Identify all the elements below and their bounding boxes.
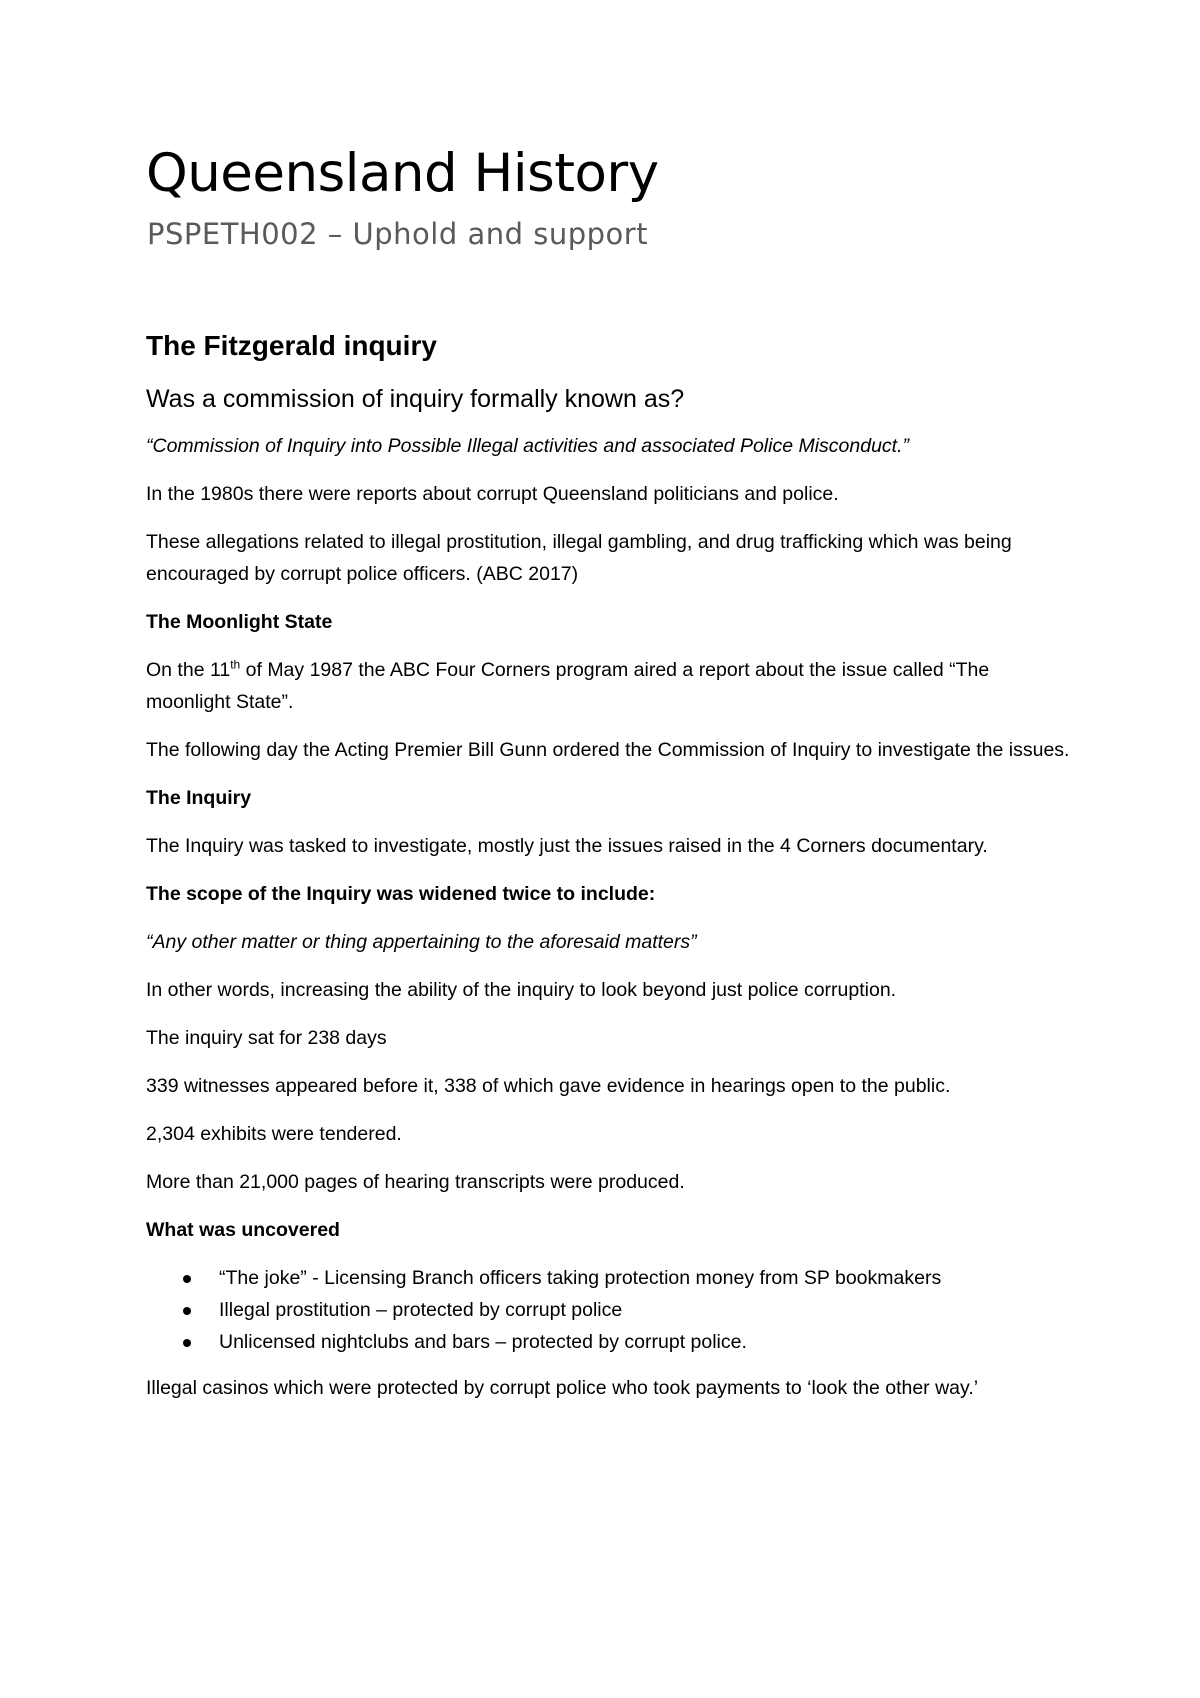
list-item-text: Unlicensed nightclubs and bars – protected by corrupt police. <box>219 1331 747 1353</box>
moonlight-heading: The Moonlight State <box>146 611 333 633</box>
scope-quote: “Any other matter or thing appertaining to the aforesaid matters” <box>146 931 697 953</box>
uncovered-heading: What was uncovered <box>146 1219 340 1241</box>
moonlight-superscript: th <box>230 657 241 672</box>
scope-heading: The scope of the Inquiry was widened twice to include: <box>146 883 656 905</box>
bullet-icon <box>183 1275 191 1283</box>
intro-paragraph-2: These allegations related to illegal prostitution, illegal gambling, and drug trafficking which was being encouraged by corrupt police officers. (ABC 2017) <box>146 531 1012 585</box>
document-body <box>146 326 1076 1420</box>
moonlight-paragraph <box>146 654 1076 718</box>
list-item-text: Illegal prostitution – protected by corrupt police <box>219 1299 623 1321</box>
other-words-paragraph: In other words, increasing the ability of the inquiry to look beyond just police corruption. <box>146 979 897 1001</box>
list-item <box>183 1262 1076 1294</box>
exhibits-paragraph: 2,304 exhibits were tendered. <box>146 1123 402 1145</box>
section-question: Was a commission of inquiry formally known as? <box>146 385 685 413</box>
casinos-paragraph: Illegal casinos which were protected by corrupt police who took payments to ‘look the other way.’ <box>146 1377 979 1399</box>
list-item-text: “The joke” - Licensing Branch officers taking protection money from SP bookmakers <box>219 1267 942 1289</box>
section-heading: The Fitzgerald inquiry <box>146 330 437 361</box>
moonlight-prefix: On the 11 <box>146 659 231 681</box>
intro-paragraph-1: In the 1980s there were reports about corrupt Queensland politicians and police. <box>146 483 839 505</box>
moonlight-suffix: of May 1987 the ABC Four Corners program aired a report about the issue called “The moonlight State”. <box>146 659 990 713</box>
document-title: Queensland History <box>146 143 659 204</box>
bullet-icon <box>183 1339 191 1347</box>
list-item <box>183 1294 1076 1326</box>
bullet-icon <box>183 1307 191 1315</box>
document-subtitle: PSPETH002 – Uphold and support <box>147 217 649 251</box>
days-paragraph: The inquiry sat for 238 days <box>146 1027 387 1049</box>
uncovered-list <box>146 1262 1076 1358</box>
list-item <box>183 1326 1076 1358</box>
inquiry-heading: The Inquiry <box>146 787 252 809</box>
transcripts-paragraph: More than 21,000 pages of hearing transcripts were produced. <box>146 1171 685 1193</box>
moonlight-followup: The following day the Acting Premier Bill Gunn ordered the Commission of Inquiry to investigate the issues. <box>146 739 1070 761</box>
formal-name-quote: “Commission of Inquiry into Possible Illegal activities and associated Police Misconduct.” <box>146 435 910 457</box>
inquiry-tasked: The Inquiry was tasked to investigate, mostly just the issues raised in the 4 Corners documentary. <box>146 835 988 857</box>
witnesses-paragraph: 339 witnesses appeared before it, 338 of which gave evidence in hearings open to the public. <box>146 1075 951 1097</box>
